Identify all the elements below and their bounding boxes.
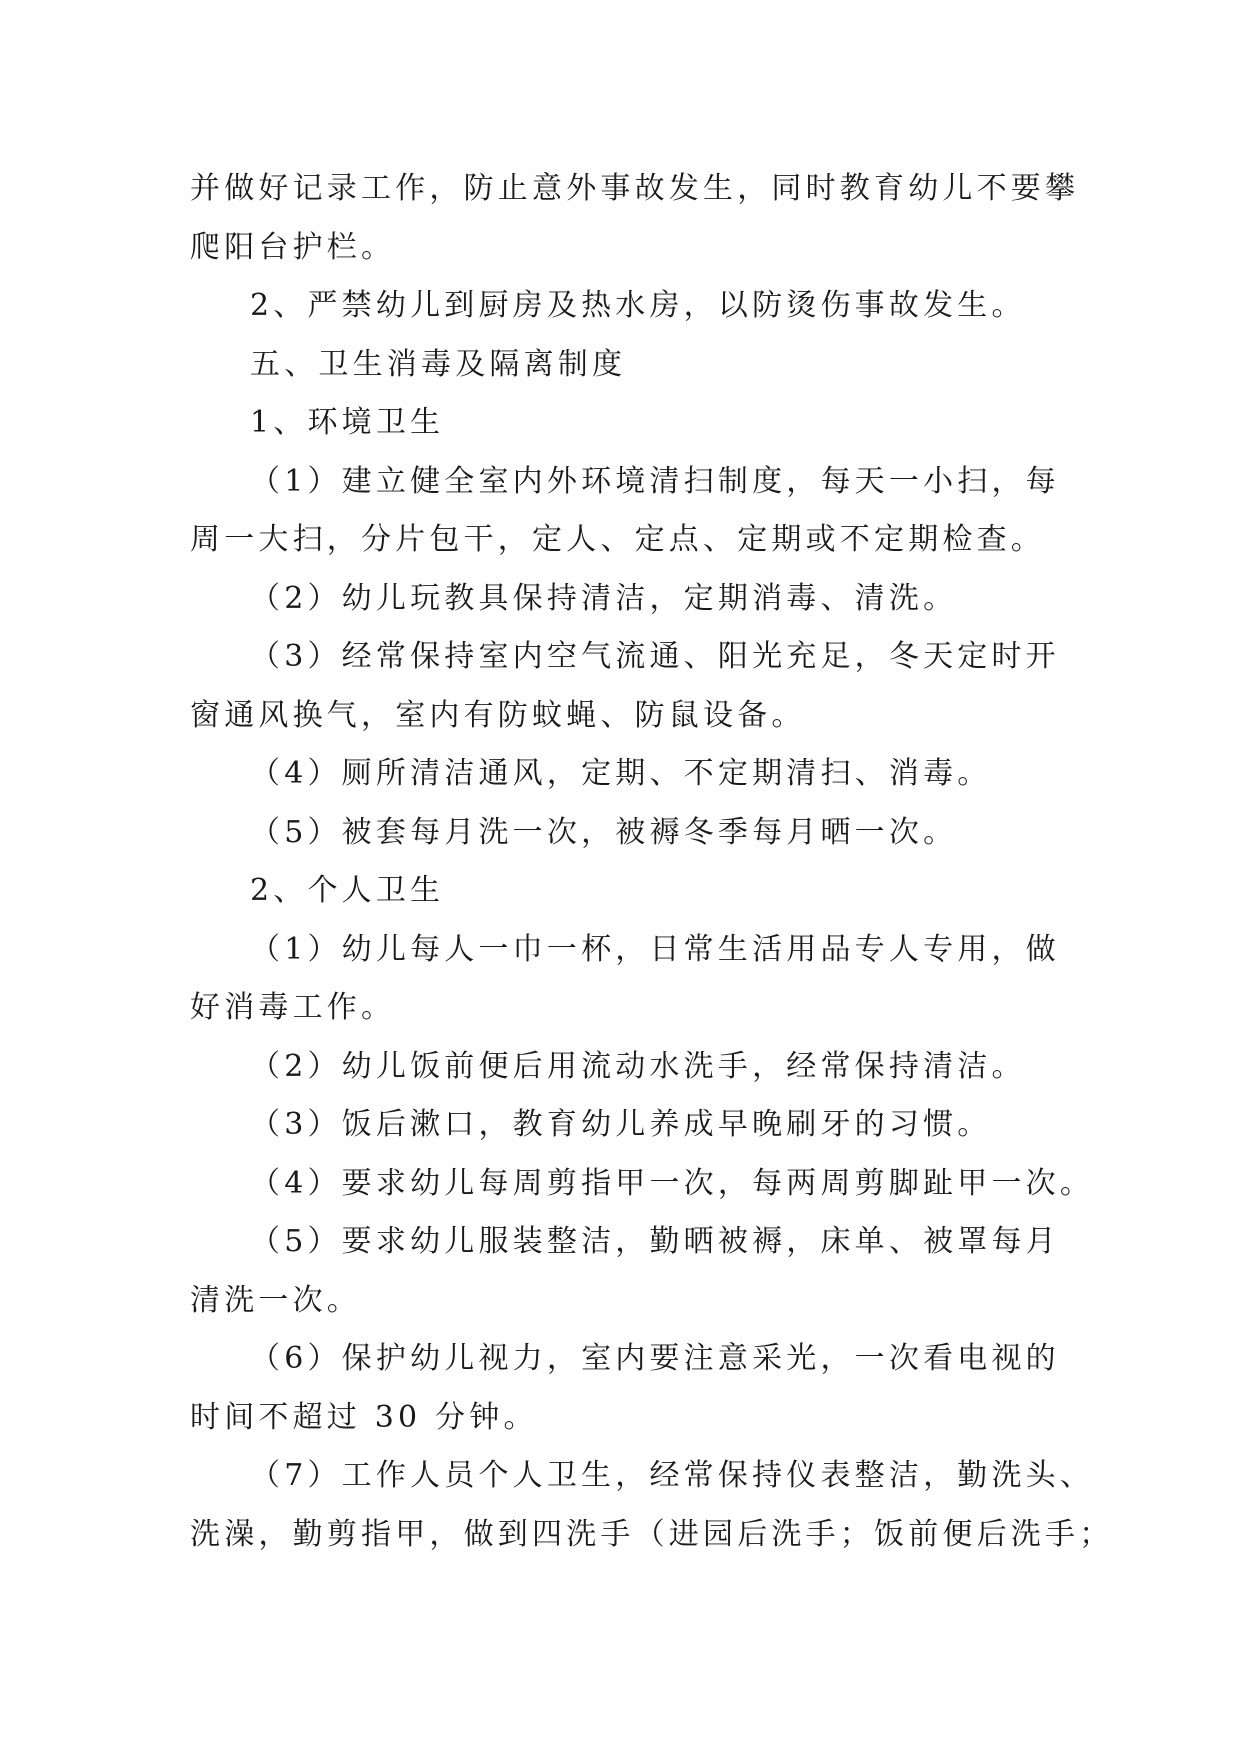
- section-heading: 五、卫生消毒及隔离制度: [250, 346, 627, 382]
- subsection-heading: 2、个人卫生: [250, 873, 445, 908]
- list-item: （3）经常保持室内空气流通、阳光充足，冬天定时开: [250, 639, 1060, 674]
- body-text-line: 并做好记录工作，防止意外事故发生，同时教育幼儿不要攀: [190, 171, 1080, 206]
- list-item: （1）幼儿每人一巾一杯，日常生活用品专人专用，做: [250, 931, 1060, 967]
- list-item: （1）建立健全室内外环境清扫制度，每天一小扫，每: [250, 463, 1060, 499]
- list-item: （2）幼儿饭前便后用流动水洗手，经常保持清洁。: [250, 1048, 1026, 1084]
- document-body: [190, 160, 1114, 1564]
- body-text-line: 洗澡，勤剪指甲，做到四洗手（进园后洗手；饭前便后洗手；: [190, 1516, 1114, 1552]
- list-item: （2）幼儿玩教具保持清洁，定期消毒、清洗。: [250, 580, 958, 616]
- subsection-heading: 1、环境卫生: [250, 405, 445, 440]
- list-item: （5）被套每月洗一次，被褥冬季每月晒一次。: [250, 814, 958, 850]
- body-text-line: 清洗一次。: [190, 1282, 361, 1318]
- list-item: 2、严禁幼儿到厨房及热水房，以防烫伤事故发生。: [250, 288, 1026, 323]
- body-text-line: 时间不超过 30 分钟。: [190, 1399, 538, 1435]
- body-text-line: 周一大扫，分片包干，定人、定点、定期或不定期检查。: [190, 522, 1045, 557]
- list-item: （4）要求幼儿每周剪指甲一次，每两周剪脚趾甲一次。: [250, 1165, 1095, 1201]
- list-item: （3）饭后漱口，教育幼儿养成早晚刷牙的习惯。: [250, 1107, 992, 1142]
- list-item: （5）要求幼儿服装整洁，勤晒被褥，床单、被罩每月: [250, 1224, 1060, 1259]
- body-text-line: 好消毒工作。: [190, 990, 396, 1025]
- body-text-line: 爬阳台护栏。: [190, 229, 396, 265]
- list-item: （4）厕所清洁通风，定期、不定期清扫、消毒。: [250, 756, 992, 791]
- body-text-line: 窗通风换气，室内有防蚊蝇、防鼠设备。: [190, 697, 806, 733]
- list-item: （7）工作人员个人卫生，经常保持仪表整洁，勤洗头、: [250, 1458, 1095, 1493]
- list-item: （6）保护幼儿视力，室内要注意采光，一次看电视的: [250, 1341, 1060, 1376]
